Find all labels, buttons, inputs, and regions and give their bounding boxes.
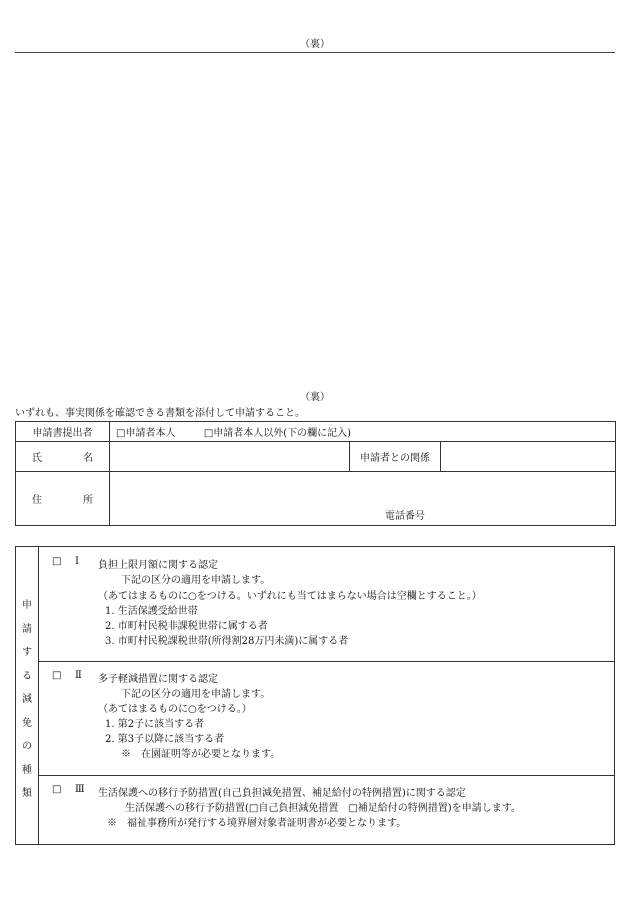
section-1-item[interactable]: 3. 市町村民税課税世帯(所得割28万円未満)に属する者 xyxy=(105,636,349,647)
section-3-line-1: 生活保護への移行予防措置(□自己負担減免措置 □補足給付の特例措置)を申請します。 xyxy=(125,803,521,814)
section-1-checkbox[interactable]: □ xyxy=(52,556,62,567)
reduction-type-box xyxy=(15,546,615,845)
address-row xyxy=(16,472,616,526)
option-applicant-other[interactable]: □申請者本人以外(下の欄に記入) xyxy=(203,428,352,439)
instruction-note: いずれも、事実関係を確認できる書類を添付して申請すること。 xyxy=(15,408,305,419)
submitter-options xyxy=(110,422,616,442)
name-label xyxy=(16,442,110,472)
side-char: 類 xyxy=(22,788,32,799)
section-3-numeral: Ⅲ xyxy=(75,784,85,795)
form-back-title: （裏） xyxy=(300,392,330,403)
section-2-title: 多子軽減措置に関する認定 xyxy=(98,674,218,685)
side-char: 申 xyxy=(22,600,32,611)
section-3-note: ※ 福祉事務所が発行する境界層対象者証明書が必要となります。 xyxy=(107,818,407,829)
section-3-title: 生活保護への移行予防措置(自己負担減免措置、補足給付の特例措置)に関する認定 xyxy=(98,788,466,799)
section-1-line-2: （あてはまるものに○をつける。いずれにも当てはまらない場合は空欄とすること。） xyxy=(98,591,482,602)
section-2-item[interactable]: 2. 第3子以降に該当する者 xyxy=(105,734,225,745)
side-char: す xyxy=(22,647,32,658)
submitter-label: 申請書提出者 xyxy=(16,422,110,442)
section-2-line-1: 下記の区分の適用を申請します。 xyxy=(121,689,271,700)
section-1-burden-limit xyxy=(39,547,614,662)
side-char: 請 xyxy=(22,623,32,635)
section-2-checkbox[interactable]: □ xyxy=(52,670,62,681)
section-1-item[interactable]: 2. 市町村民税非課税世帯に属する者 xyxy=(105,621,268,632)
section-2-line-2: （あてはまるものに○をつける。） xyxy=(98,704,252,715)
applicant-table xyxy=(15,421,616,526)
section-2-numeral: Ⅱ xyxy=(75,670,82,681)
relation-input[interactable] xyxy=(441,442,616,472)
section-2-multi-child xyxy=(39,662,614,776)
page-header-title: （裏） xyxy=(300,39,330,50)
section-1-line-1: 下記の区分の適用を申請します。 xyxy=(121,575,271,586)
submitter-row xyxy=(16,422,616,442)
section-3-checkbox[interactable]: □ xyxy=(52,784,62,795)
section-2-note: ※ 在園証明等が必要となります。 xyxy=(121,749,281,760)
section-3-welfare-prevention xyxy=(39,776,614,844)
header-rule xyxy=(15,52,615,53)
side-char: 種 xyxy=(22,764,32,776)
side-char: の xyxy=(22,741,32,752)
side-char: 減 xyxy=(22,694,32,705)
option-applicant-self[interactable]: □申請者本人 xyxy=(116,428,176,439)
phone-label: 電話番号 xyxy=(385,511,425,522)
side-char: 免 xyxy=(22,717,32,729)
reduction-type-label xyxy=(16,547,39,844)
section-1-title: 負担上限月額に関する認定 xyxy=(98,560,218,571)
side-char: る xyxy=(22,670,32,682)
name-label-char-2: 名 xyxy=(83,453,93,464)
address-label xyxy=(16,472,110,526)
address-label-char-1: 住 xyxy=(32,495,42,506)
relation-label: 申請者との関係 xyxy=(350,442,441,472)
section-1-numeral: Ⅰ xyxy=(75,556,79,567)
address-input[interactable] xyxy=(110,472,616,526)
address-label-char-2: 所 xyxy=(83,495,93,506)
name-row xyxy=(16,442,616,472)
section-2-item[interactable]: 1. 第2子に該当する者 xyxy=(105,719,205,730)
section-1-item[interactable]: 1. 生活保護受給世帯 xyxy=(105,606,198,617)
name-input[interactable] xyxy=(110,442,350,472)
name-label-char-1: 氏 xyxy=(32,453,42,464)
